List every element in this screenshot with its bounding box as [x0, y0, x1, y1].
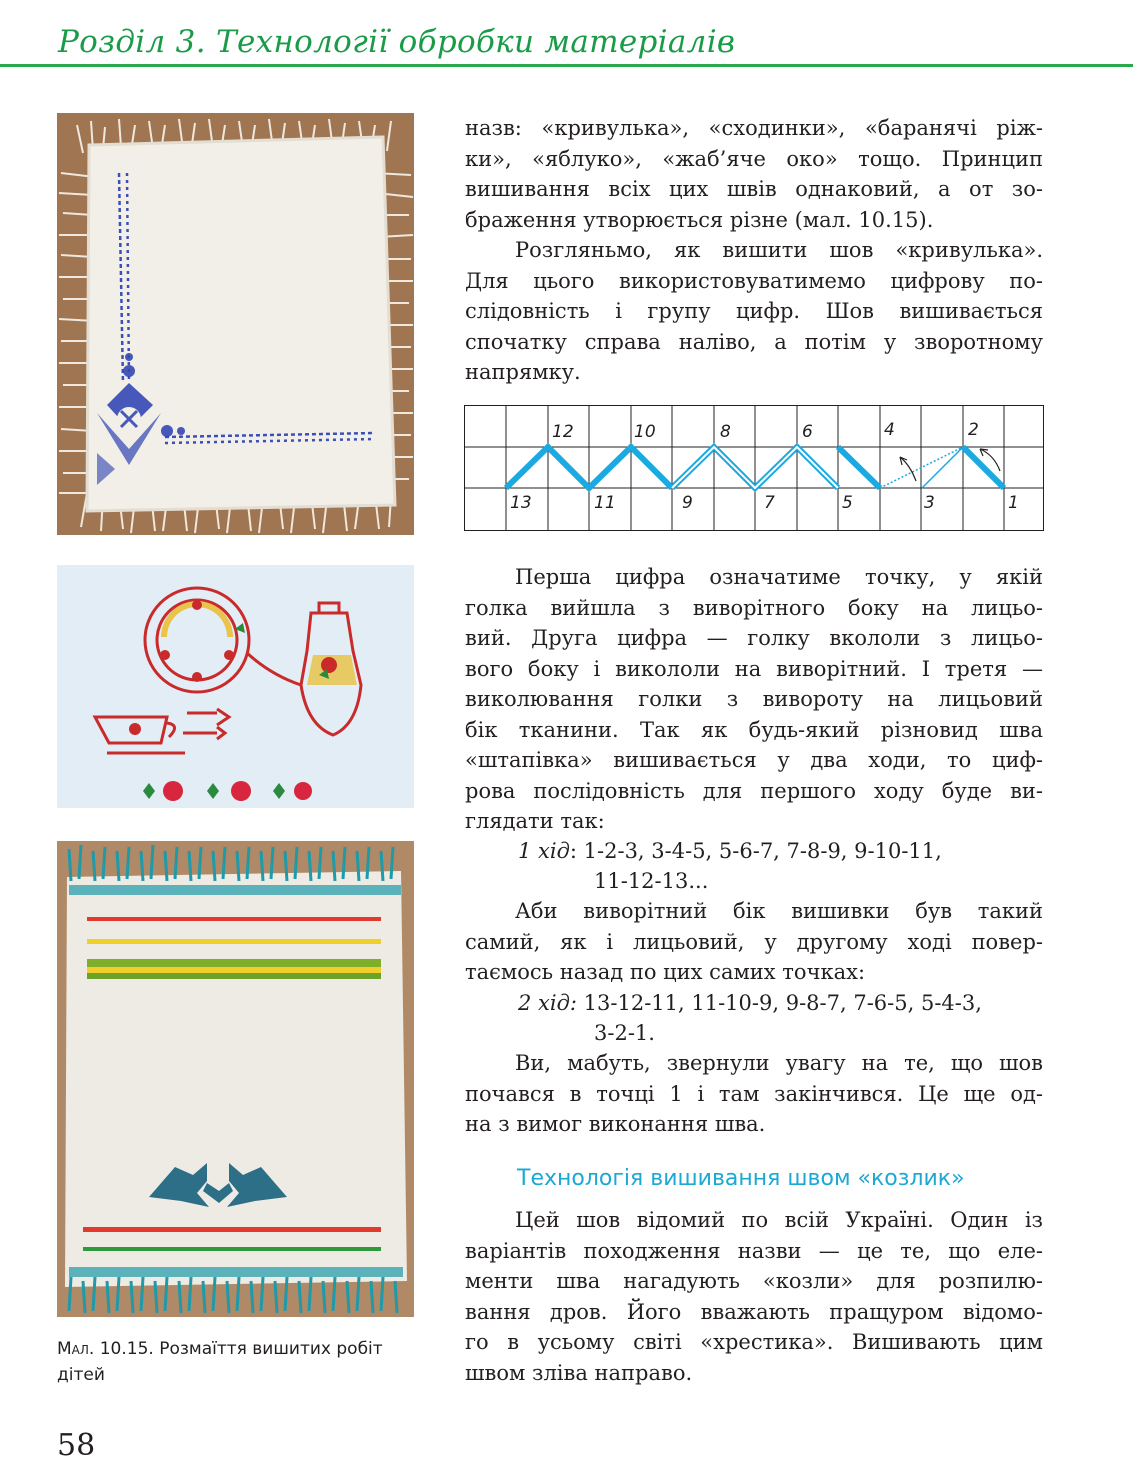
diagram-label: 4	[884, 420, 895, 440]
text-line: вання дров. Його вважають пращуром відомо-	[465, 1299, 1043, 1324]
diagram-label: 10	[634, 422, 656, 442]
paragraph-stitch-names	[465, 113, 1043, 235]
second-pass-sequence	[518, 988, 982, 1019]
kryvulka-stitch-diagram	[464, 405, 1044, 531]
second-pass-line-1: 13-12-11, 11-10-9, 9-8-7, 7-6-5, 5-4-3,	[576, 991, 982, 1015]
paragraph-reverse-side	[465, 896, 1043, 988]
text-line: таємось назад по цих самих точках:	[465, 960, 866, 984]
section-subheading: Технологія вишивання швом «козлик»	[517, 1166, 965, 1191]
first-pass-line-1: 1-2-3, 3-4-5, 5-6-7, 7-8-9, 9-10-11,	[576, 839, 942, 863]
diagram-label: 2	[968, 420, 979, 440]
diagram-label: 13	[510, 493, 532, 513]
second-pass-line-2: 3-2-1.	[594, 1021, 655, 1045]
text-line: вий. Друга цифра — голку вкололи з лицьо-	[465, 626, 1043, 650]
diagram-label: 9	[682, 493, 693, 513]
caption-prefix: Мал.	[57, 1339, 95, 1359]
paragraph-kozlyk	[465, 1205, 1043, 1388]
figure-caption	[57, 1336, 417, 1388]
first-pass-line-2: 11-12-13...	[594, 869, 709, 893]
text-line: Аби виворітний бік вишивки був такий	[515, 899, 1043, 923]
first-pass-label: 1 хід	[518, 839, 570, 863]
text-line: ки», «яблуко», «жаб’яче око» тощо. Принцип	[465, 146, 1043, 171]
photo-tea-set	[57, 565, 414, 808]
second-pass-label: 2 хід:	[518, 991, 577, 1015]
diagram-label: 12	[552, 422, 574, 442]
text-line: менти шва нагадують «козли» для розпилю-	[465, 1269, 1043, 1293]
paragraph-start-end	[465, 1048, 1043, 1140]
page-header	[0, 22, 1133, 70]
diagram-label: 7	[764, 493, 775, 513]
caption-text: 10.15. Розмаїття вишитих робіт дітей	[57, 1339, 383, 1385]
text-line: глядати так:	[465, 809, 605, 833]
diagram-label: 5	[842, 493, 853, 513]
text-line: напрямку.	[465, 360, 581, 384]
text-line: почався в точці 1 і там закінчився. Це ще од-	[465, 1081, 1043, 1106]
text-line: Для цього використовуватимемо цифрову по-	[465, 268, 1043, 293]
text-line: Цей шов відомий по всій Україні. Один із	[515, 1208, 1043, 1232]
text-line: вишивання всіх цих швів однаковий, а от зо-	[465, 177, 1043, 201]
second-pass-continuation	[594, 1018, 655, 1049]
photo-towel	[57, 841, 414, 1317]
text-line: самий, як і лицьовий, у другому ході повер-	[465, 929, 1043, 954]
text-line: бік тканини. Так як будь-який різновид шва	[465, 717, 1043, 742]
text-line: вого боку і викололи на виворітний. І третя —	[465, 656, 1043, 681]
paragraph-kryvulka-intro	[465, 235, 1043, 388]
text-line: Ви, мабуть, звернули увагу на те, що шов	[515, 1051, 1043, 1075]
diagram-label: 8	[720, 422, 731, 442]
text-line: спочатку справа наліво, а потім у зворотному	[465, 329, 1043, 354]
first-pass-sequence	[518, 836, 942, 867]
text-line: «штапівка» вишивається у два ходи, то циф-	[465, 748, 1043, 772]
text-line: голка вийшла з виворітного боку на лицьо-	[465, 595, 1043, 620]
header-rule	[0, 64, 1133, 67]
photo-napkin	[57, 113, 414, 535]
diagram-label: 6	[802, 422, 813, 442]
section-title: Розділ 3. Технології обробки матеріалів	[58, 24, 736, 60]
text-line: Розгляньмо, як вишити шов «кривулька».	[515, 238, 1043, 262]
paragraph-digit-meaning	[465, 562, 1043, 837]
text-line: виколювання голки з вивороту на лицьовий	[465, 687, 1043, 711]
text-line: назв: «кривулька», «сходинки», «баранячі ріж-	[465, 116, 1043, 140]
first-pass-colon: :	[569, 839, 577, 863]
text-line: го в усьому світі «хрестика». Вишивають цим	[465, 1330, 1043, 1354]
text-line: Перша цифра означатиме точку, у якій	[515, 565, 1043, 589]
text-line: на з вимог виконання шва.	[465, 1112, 766, 1136]
first-pass-continuation	[594, 866, 708, 897]
diagram-label: 3	[924, 493, 935, 513]
page-number: 58	[57, 1428, 96, 1463]
text-line: браження утворюється різне (мал. 10.15).	[465, 207, 934, 232]
diagram-label: 1	[1008, 493, 1019, 513]
text-line: швом зліва направо.	[465, 1360, 693, 1385]
text-line: рова послідовність для першого ходу буде ви-	[465, 778, 1043, 803]
text-line: варіантів походження назви — це те, що еле-	[465, 1238, 1043, 1263]
text-line: слідовність і групу цифр. Шов вишивається	[465, 299, 1043, 323]
diagram-label: 11	[594, 493, 616, 513]
